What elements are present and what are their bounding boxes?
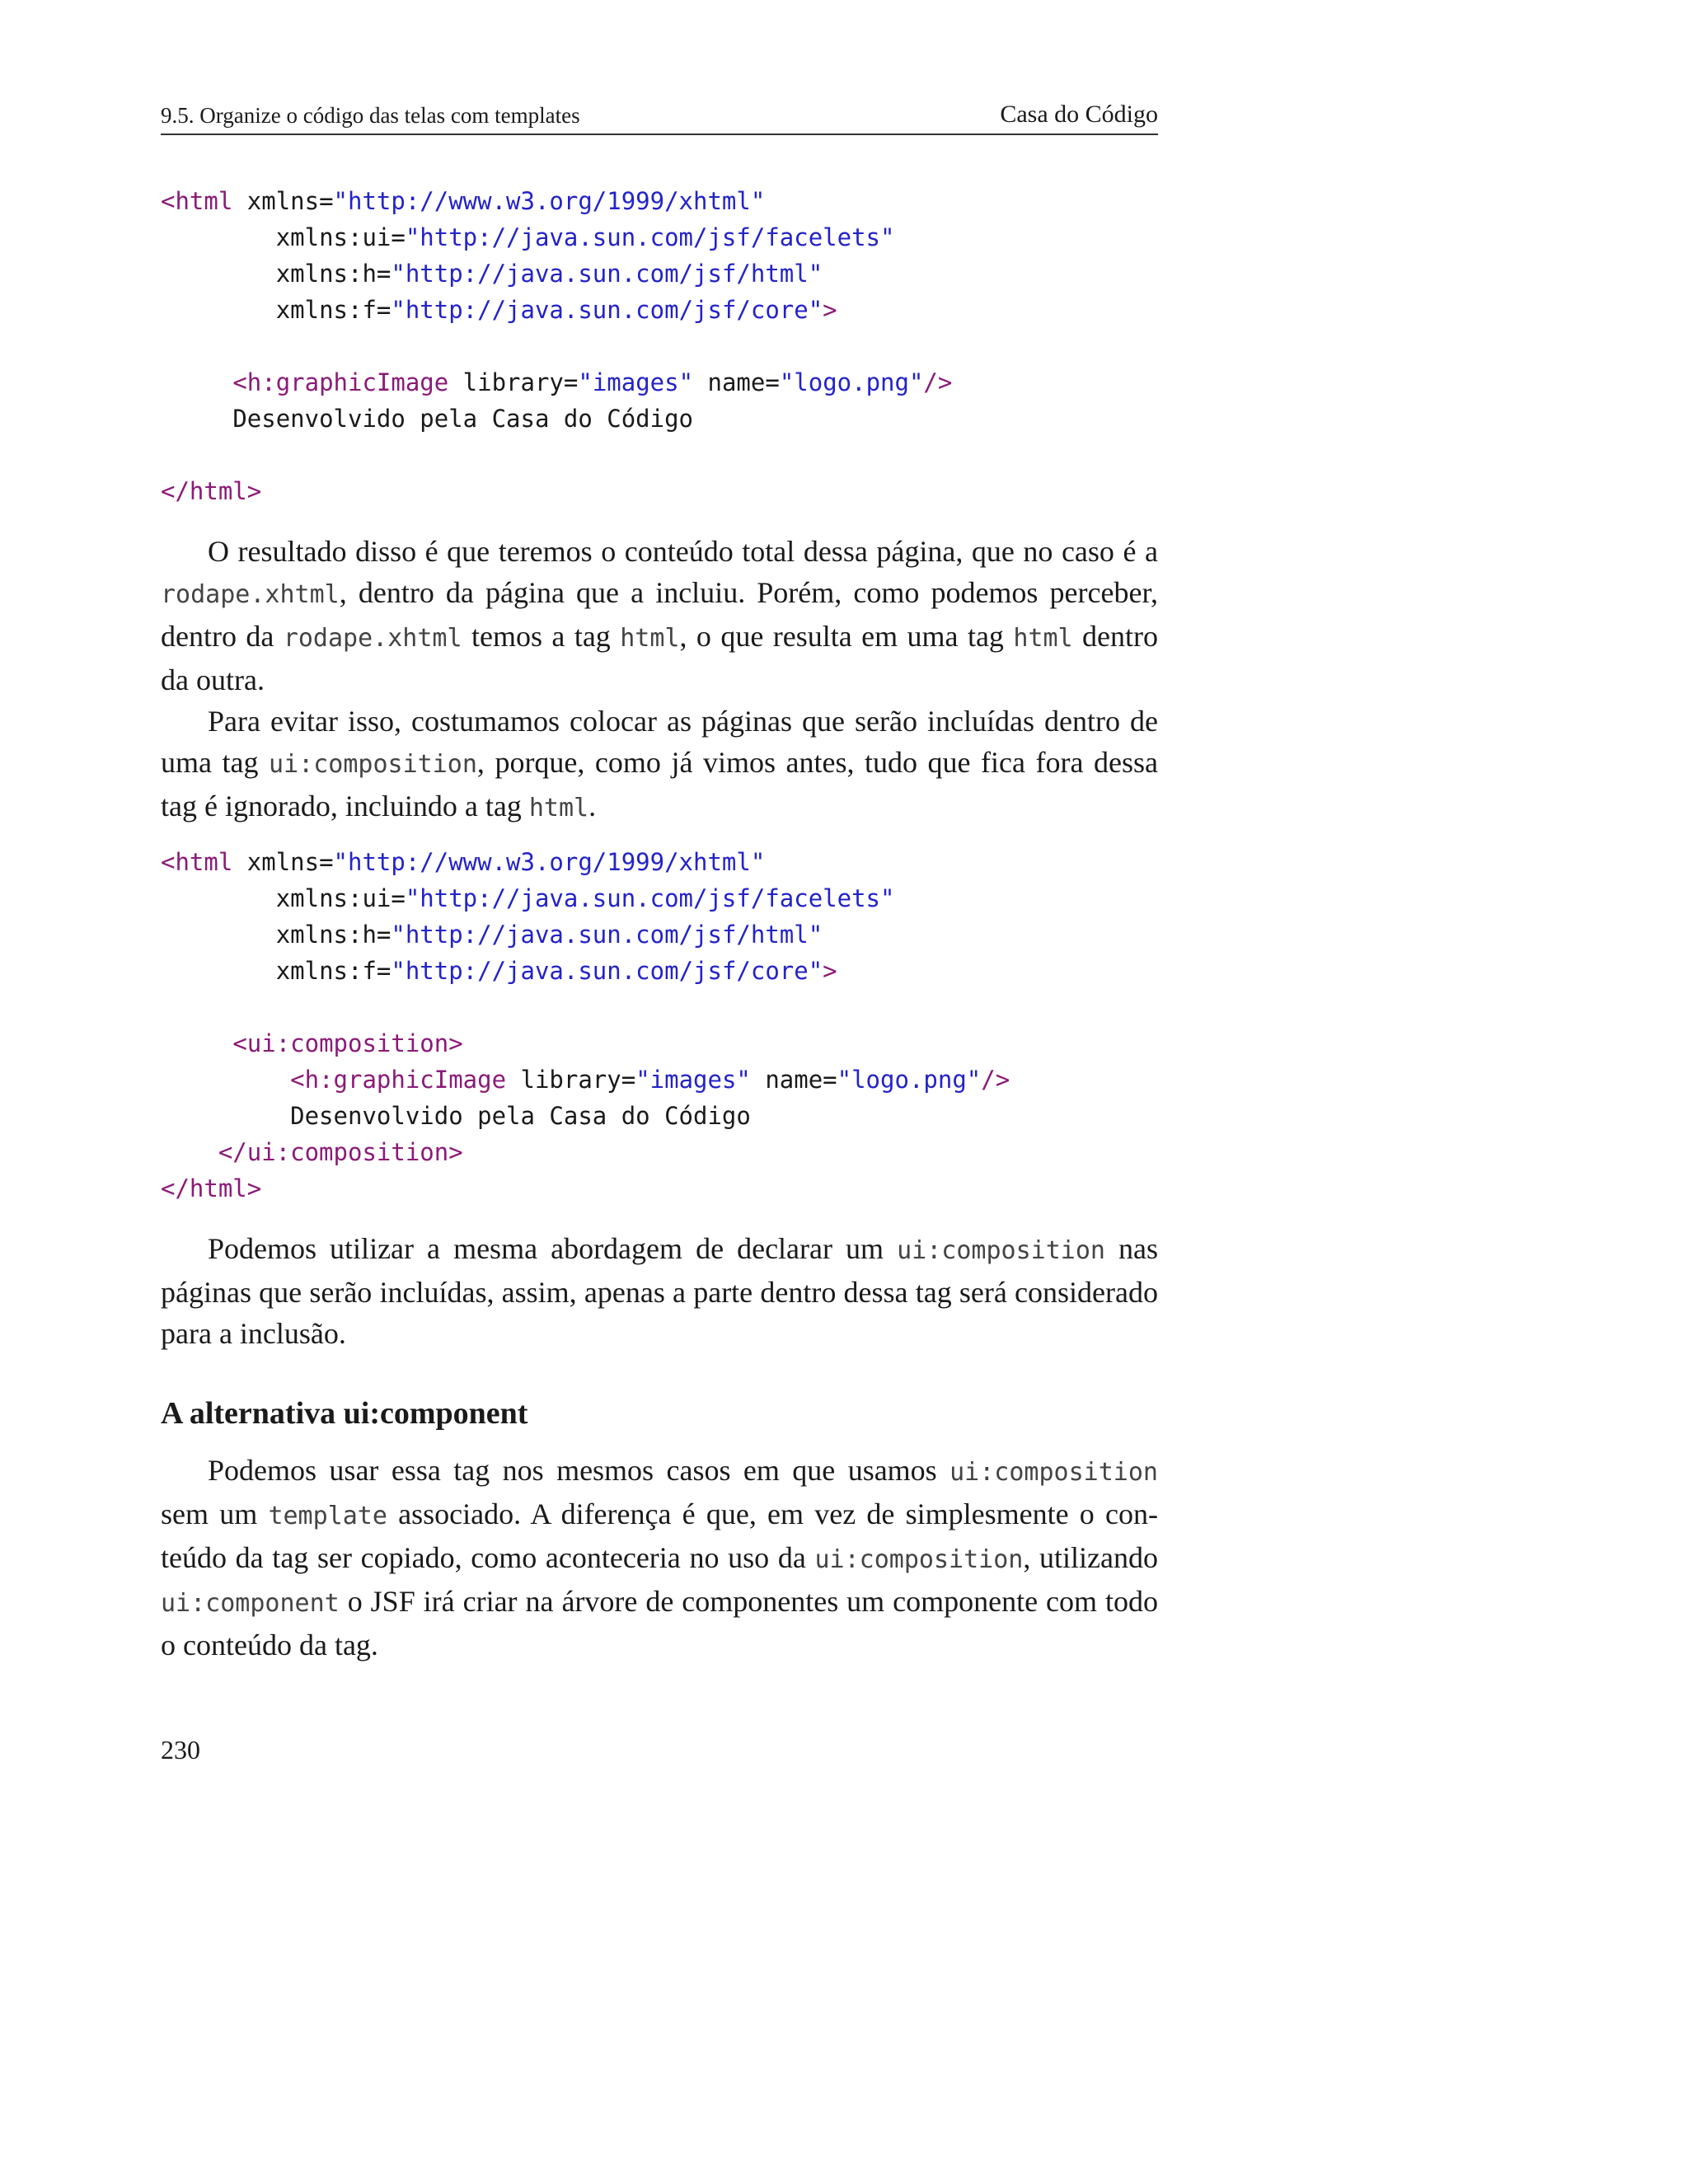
code-tag: <html <box>161 848 233 876</box>
code-tag: </html> <box>161 1174 262 1202</box>
paragraph-text: associado. A diferença é que, em vez de simplesmente o conteúdo da tag ser copiado, como aconteceria no uso da <box>161 1497 1158 1574</box>
code-tag: /> <box>923 368 953 396</box>
code-line <box>161 292 1158 328</box>
paragraph-text: , porque, como já vimos antes, tudo que fica fora dessa tag é ignorado, incluindo a tag <box>161 746 1158 823</box>
paragraph <box>161 1228 1158 1354</box>
code-line <box>161 328 1158 364</box>
inline-code: ui:composition <box>269 750 477 779</box>
code-attr: name= <box>750 1066 837 1094</box>
code-line <box>161 255 1158 292</box>
paragraph-text: Podemos utilizar a mesma abordagem de declarar um <box>208 1232 898 1265</box>
code-tag: <h:graphicImage <box>290 1066 507 1094</box>
code-string: "http://www.w3.org/1999/xhtml" <box>333 187 766 215</box>
paragraph-text: nas páginas que serão incluídas, assim, apenas a parte dentro dessa tag será considerado para a inclusão. <box>161 1232 1158 1350</box>
code-attr: xmlns= <box>232 187 334 215</box>
code-tag: <h:graphicImage <box>232 368 449 396</box>
code-line <box>161 953 1158 989</box>
inline-code: rodape.xhtml <box>283 624 462 653</box>
paragraph-text: temos a tag <box>462 620 621 653</box>
inline-code: html <box>1013 624 1073 653</box>
code-attr: name= <box>693 368 780 396</box>
inline-code: html <box>528 794 589 823</box>
code-string: "logo.png" <box>837 1066 982 1094</box>
code-tag: </ui:composition> <box>218 1138 463 1166</box>
section-heading: A alternativa ui:component <box>161 1396 528 1431</box>
page-number: 230 <box>161 1735 200 1765</box>
inline-code: html <box>620 624 680 653</box>
code-string: "http://java.sun.com/jsf/core" <box>391 296 823 324</box>
book-page <box>161 91 1158 1666</box>
code-string: "http://java.sun.com/jsf/core" <box>391 957 823 985</box>
paragraph <box>161 701 1158 829</box>
code-line <box>161 364 1158 401</box>
code-attr: xmlns:f= <box>275 957 392 985</box>
code-string: "images" <box>578 368 694 396</box>
inline-code: ui:composition <box>950 1458 1158 1487</box>
paragraph <box>161 531 1158 701</box>
paragraph <box>161 1450 1158 1666</box>
code-attr: xmlns= <box>232 848 334 876</box>
code-attr: library= <box>506 1066 636 1094</box>
code-block-2 <box>161 844 1158 1207</box>
code-tag: <ui:composition> <box>232 1029 463 1057</box>
inline-code: template <box>268 1502 387 1530</box>
code-string: "images" <box>635 1066 751 1094</box>
paragraph-text: O resultado disso é que teremos o conteúdo total dessa página, que no caso é a <box>208 535 1158 568</box>
header-section-title: 9.5. Organize o código das telas com templates <box>161 103 580 128</box>
code-line <box>161 844 1158 880</box>
code-tag: /> <box>981 1066 1010 1094</box>
code-attr: xmlns:f= <box>275 296 392 324</box>
code-line <box>161 880 1158 916</box>
paragraph-text: , dentro da página que a incluiu. Porém, como podemos perceber, dentro da <box>161 576 1158 653</box>
code-line <box>161 1098 1158 1134</box>
code-line <box>161 473 1158 509</box>
paragraph-text: sem um <box>161 1497 269 1530</box>
code-attr: xmlns:h= <box>275 921 392 949</box>
code-string: "http://java.sun.com/jsf/facelets" <box>405 884 895 912</box>
code-tag: > <box>823 296 837 324</box>
code-line <box>161 916 1158 953</box>
paragraph-text: Podemos usar essa tag nos mesmos casos em que usamos <box>208 1454 950 1487</box>
code-line <box>161 437 1158 473</box>
code-line <box>161 989 1158 1025</box>
code-string: "logo.png" <box>779 368 924 396</box>
paragraph-text: , utilizando <box>1023 1541 1158 1574</box>
code-string: "http://java.sun.com/jsf/html" <box>391 921 823 949</box>
code-block-1 <box>161 183 1158 509</box>
code-string: "http://java.sun.com/jsf/facelets" <box>405 223 895 251</box>
paragraph-text: dentro da outra. <box>161 620 1159 696</box>
code-attr: library= <box>448 368 579 396</box>
header-book-title: Casa do Código <box>1000 101 1158 128</box>
code-text: Desenvolvido pela Casa do Código <box>290 1102 751 1130</box>
code-text: Desenvolvido pela Casa do Código <box>232 405 694 433</box>
code-attr: xmlns:h= <box>275 260 392 288</box>
code-line <box>161 1025 1158 1062</box>
paragraph-text: . <box>588 790 597 823</box>
code-attr: xmlns:ui= <box>275 223 406 251</box>
code-line <box>161 1134 1158 1170</box>
code-tag: > <box>823 957 837 985</box>
code-attr: xmlns:ui= <box>275 884 406 912</box>
code-line <box>161 183 1158 219</box>
code-line <box>161 1062 1158 1098</box>
paragraph-text: o JSF irá criar na árvore de componentes um componente com todo o conteúdo da tag. <box>161 1585 1158 1661</box>
code-line <box>161 219 1158 255</box>
inline-code: rodape.xhtml <box>161 580 340 609</box>
code-line <box>161 1170 1158 1207</box>
paragraph-text: , o que resulta em uma tag <box>679 620 1014 653</box>
code-string: "http://java.sun.com/jsf/html" <box>391 260 823 288</box>
running-header <box>161 91 1158 135</box>
code-string: "http://www.w3.org/1999/xhtml" <box>333 848 766 876</box>
code-tag: </html> <box>161 477 262 505</box>
inline-code: ui:composition <box>814 1545 1024 1574</box>
code-line <box>161 401 1158 437</box>
paragraph-text: Para evitar isso, costumamos colocar as páginas que serão incluídas dentro de uma tag <box>161 705 1158 779</box>
code-tag: <html <box>161 187 233 215</box>
inline-code: ui:composition <box>897 1236 1105 1265</box>
inline-code: ui:component <box>161 1589 340 1618</box>
